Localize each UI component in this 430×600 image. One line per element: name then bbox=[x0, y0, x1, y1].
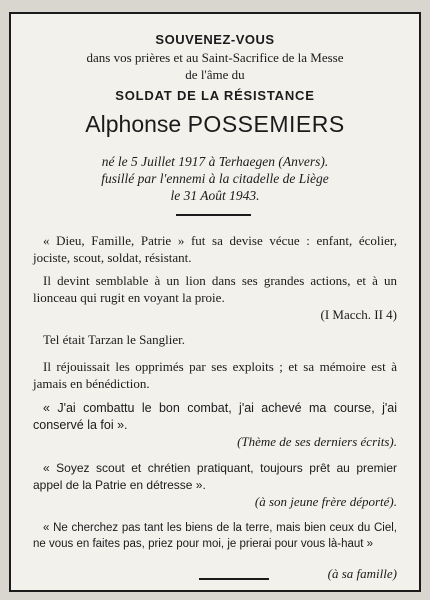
person-name bbox=[11, 111, 419, 138]
soldier-title: SOLDAT DE LA RÉSISTANCE bbox=[115, 88, 315, 103]
rejouissait-paragraph: Il réjouissait les opprimés par ses exploits ; et sa mémoire est à jamais en bénédiction. bbox=[33, 359, 397, 391]
birth-line: né le 5 Juillet 1917 à Terhaegen (Anvers). bbox=[101, 154, 329, 169]
scout-quote: « Soyez scout et chrétien pratiquant, toujours prêt au premier appel de la Patrie en détresse ». bbox=[33, 461, 397, 492]
lion-reference: (I Macch. II 4) bbox=[320, 307, 397, 322]
tarzan-line: Tel était Tarzan le Sanglier. bbox=[43, 332, 185, 347]
lion-paragraph: Il devint semblable à un lion dans ses grandes actions, et à un lionceau qui rugit en voyant la proie. bbox=[33, 273, 397, 305]
biens-quote: « Ne cherchez pas tant les biens de la terre, mais bien ceux du Ciel, ne vous en faites pas, priez pour moi, je prierai pour vous là-haut » bbox=[33, 522, 397, 550]
combat-quote: « J'ai combattu le bon combat, j'ai achevé ma course, j'ai conservé la foi ». bbox=[33, 401, 397, 432]
separator-bottom bbox=[199, 578, 269, 580]
execution-line: fusillé par l'ennemi à la citadelle de Liège bbox=[101, 171, 329, 186]
biens-source: (à sa famille) bbox=[327, 566, 397, 581]
combat-source: (Thème de ses derniers écrits). bbox=[237, 434, 397, 449]
last-name: POSSEMIERS bbox=[187, 111, 345, 137]
separator-top bbox=[176, 214, 251, 216]
devise-paragraph: « Dieu, Famille, Patrie » fut sa devise vécue : enfant, écolier, jociste, scout, soldat, résistant. bbox=[33, 233, 397, 265]
scout-source: (à son jeune frère déporté). bbox=[254, 494, 397, 509]
prayer-line: dans vos prières et au Saint-Sacrifice de la Messe bbox=[86, 50, 344, 65]
date-line: le 31 Août 1943. bbox=[170, 188, 260, 203]
memorial-card bbox=[9, 12, 421, 592]
soul-line: de l'âme du bbox=[185, 67, 245, 82]
souvenez-heading: SOUVENEZ-VOUS bbox=[155, 32, 275, 47]
first-name: Alphonse bbox=[85, 111, 182, 137]
